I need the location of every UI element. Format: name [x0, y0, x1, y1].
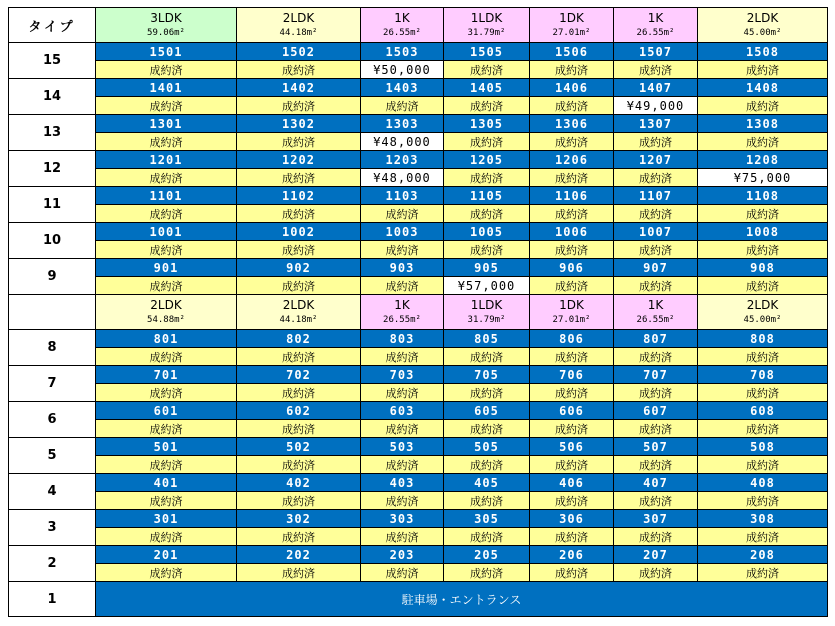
- unit-type-name: 2LDK: [150, 297, 182, 312]
- floor-room-row: [9, 115, 828, 133]
- room-status-sold: 成約済: [361, 528, 444, 546]
- room-status-sold: 成約済: [96, 169, 237, 187]
- room-status-sold: 成約済: [237, 61, 361, 79]
- room-status-sold: 成約済: [237, 456, 361, 474]
- room-number[interactable]: 508: [698, 438, 828, 456]
- room-price: ¥57,000: [444, 277, 530, 295]
- unit-type-name: 3LDK: [150, 10, 182, 25]
- floor-room-row: [9, 187, 828, 205]
- room-status-sold: 成約済: [96, 564, 237, 582]
- floor-label: 15: [9, 43, 96, 79]
- room-status-sold: 成約済: [444, 564, 530, 582]
- unit-type-name: 1LDK: [470, 297, 503, 312]
- room-status-sold: 成約済: [530, 492, 614, 510]
- floor-room-row: [9, 474, 828, 492]
- room-status-sold: 成約済: [96, 348, 237, 366]
- room-status-sold: 成約済: [530, 241, 614, 259]
- type-header-row: [9, 295, 828, 330]
- floor-label: 11: [9, 187, 96, 223]
- room-number[interactable]: 1303: [361, 115, 444, 133]
- room-number[interactable]: 1108: [698, 187, 828, 205]
- floor-label: 6: [9, 402, 96, 438]
- room-number[interactable]: 1501: [96, 43, 237, 61]
- room-number[interactable]: 402: [237, 474, 361, 492]
- room-status-sold: 成約済: [361, 348, 444, 366]
- room-status-sold: 成約済: [530, 205, 614, 223]
- room-status-sold: 成約済: [237, 528, 361, 546]
- room-status-sold: 成約済: [237, 169, 361, 187]
- unit-type-cell: [698, 295, 828, 330]
- room-status-sold: 成約済: [237, 348, 361, 366]
- parking-entrance-cell: 駐車場・エントランス: [96, 582, 828, 617]
- room-price: ¥50,000: [361, 61, 444, 79]
- room-number[interactable]: 707: [614, 366, 698, 384]
- floor-label: 9: [9, 259, 96, 295]
- unit-type-name: 1LDK: [470, 10, 503, 25]
- room-status-sold: 成約済: [96, 61, 237, 79]
- unit-type-area: 27.01m²: [552, 27, 591, 38]
- type-header-row: [9, 8, 828, 43]
- type-header-label: タイプ: [9, 8, 96, 43]
- room-status-sold: 成約済: [96, 205, 237, 223]
- unit-type-name: 1K: [647, 297, 664, 312]
- room-status-sold: 成約済: [96, 133, 237, 151]
- floor-status-row: [9, 61, 828, 79]
- unit-type-name: 1K: [647, 10, 664, 25]
- unit-type-name: 2LDK: [746, 297, 779, 312]
- room-status-sold: 成約済: [530, 384, 614, 402]
- unit-type-area: 59.06m²: [147, 27, 185, 38]
- room-number[interactable]: 803: [361, 330, 444, 348]
- room-number[interactable]: 305: [444, 510, 530, 528]
- room-number[interactable]: 708: [698, 366, 828, 384]
- room-number[interactable]: 603: [361, 402, 444, 420]
- room-status-sold: 成約済: [698, 97, 828, 115]
- unit-type-name: 1DK: [559, 297, 584, 312]
- room-status-sold: 成約済: [444, 169, 530, 187]
- room-status-sold: 成約済: [530, 61, 614, 79]
- room-status-sold: 成約済: [361, 456, 444, 474]
- room-number[interactable]: 908: [698, 259, 828, 277]
- room-number[interactable]: 1407: [614, 79, 698, 97]
- floor-room-row: [9, 438, 828, 456]
- room-status-sold: 成約済: [96, 492, 237, 510]
- room-number[interactable]: 807: [614, 330, 698, 348]
- room-number[interactable]: 1207: [614, 151, 698, 169]
- room-number[interactable]: 507: [614, 438, 698, 456]
- room-status-sold: 成約済: [361, 241, 444, 259]
- room-status-sold: 成約済: [237, 420, 361, 438]
- room-status-sold: 成約済: [444, 528, 530, 546]
- floor-label: 5: [9, 438, 96, 474]
- room-number[interactable]: 1408: [698, 79, 828, 97]
- room-number[interactable]: 1003: [361, 223, 444, 241]
- unit-type-cell: [96, 8, 237, 43]
- room-status-sold: 成約済: [530, 420, 614, 438]
- type-header-blank: [9, 295, 96, 330]
- room-status-sold: 成約済: [614, 384, 698, 402]
- floor-label: 14: [9, 79, 96, 115]
- floor-status-row: [9, 205, 828, 223]
- room-number[interactable]: 506: [530, 438, 614, 456]
- unit-type-cell: [361, 8, 444, 43]
- room-status-sold: 成約済: [698, 241, 828, 259]
- room-status-sold: 成約済: [614, 241, 698, 259]
- room-status-sold: 成約済: [96, 384, 237, 402]
- room-status-sold: 成約済: [530, 169, 614, 187]
- floor-label: 4: [9, 474, 96, 510]
- floor-status-row: [9, 492, 828, 510]
- room-number[interactable]: 407: [614, 474, 698, 492]
- unit-type-cell: [614, 295, 698, 330]
- room-number[interactable]: 1202: [237, 151, 361, 169]
- room-status-sold: 成約済: [96, 277, 237, 295]
- room-price: ¥49,000: [614, 97, 698, 115]
- unit-type-area: 26.55m²: [383, 27, 421, 38]
- room-number[interactable]: 607: [614, 402, 698, 420]
- room-number[interactable]: 1402: [237, 79, 361, 97]
- room-status-sold: 成約済: [698, 492, 828, 510]
- room-number[interactable]: 701: [96, 366, 237, 384]
- room-number[interactable]: 801: [96, 330, 237, 348]
- unit-type-cell: [96, 295, 237, 330]
- room-number[interactable]: 1508: [698, 43, 828, 61]
- room-number[interactable]: 1405: [444, 79, 530, 97]
- room-number[interactable]: 1206: [530, 151, 614, 169]
- room-number[interactable]: 705: [444, 366, 530, 384]
- unit-type-area: 26.55m²: [383, 314, 421, 325]
- room-status-sold: 成約済: [444, 420, 530, 438]
- unit-type-name: 1K: [394, 297, 410, 312]
- room-status-sold: 成約済: [698, 133, 828, 151]
- room-number[interactable]: 1403: [361, 79, 444, 97]
- room-status-sold: 成約済: [614, 277, 698, 295]
- room-number[interactable]: 1008: [698, 223, 828, 241]
- room-status-sold: 成約済: [698, 528, 828, 546]
- unit-type-area: 26.55m²: [636, 27, 675, 38]
- floor-room-row: [9, 330, 828, 348]
- room-number[interactable]: 1305: [444, 115, 530, 133]
- room-status-sold: 成約済: [237, 97, 361, 115]
- room-number[interactable]: 1302: [237, 115, 361, 133]
- floor-room-row: [9, 151, 828, 169]
- room-number[interactable]: 501: [96, 438, 237, 456]
- room-status-sold: 成約済: [237, 492, 361, 510]
- room-status-sold: 成約済: [237, 564, 361, 582]
- unit-type-cell: [530, 8, 614, 43]
- room-number[interactable]: 307: [614, 510, 698, 528]
- room-number[interactable]: 202: [237, 546, 361, 564]
- room-number[interactable]: 602: [237, 402, 361, 420]
- room-number[interactable]: 303: [361, 510, 444, 528]
- room-status-sold: 成約済: [530, 133, 614, 151]
- room-number[interactable]: 208: [698, 546, 828, 564]
- unit-type-area: 27.01m²: [552, 314, 591, 325]
- room-status-sold: 成約済: [698, 420, 828, 438]
- room-number[interactable]: 203: [361, 546, 444, 564]
- room-number[interactable]: 403: [361, 474, 444, 492]
- room-status-sold: 成約済: [361, 384, 444, 402]
- floor-room-row: [9, 43, 828, 61]
- floor-label: 2: [9, 546, 96, 582]
- room-number[interactable]: 207: [614, 546, 698, 564]
- floor-label: 1: [9, 582, 96, 617]
- room-status-sold: 成約済: [96, 456, 237, 474]
- room-number[interactable]: 1103: [361, 187, 444, 205]
- room-status-sold: 成約済: [237, 241, 361, 259]
- room-status-sold: 成約済: [530, 564, 614, 582]
- ground-floor-row: [9, 582, 828, 617]
- room-number[interactable]: 1105: [444, 187, 530, 205]
- room-number[interactable]: 1005: [444, 223, 530, 241]
- room-status-sold: 成約済: [361, 277, 444, 295]
- room-status-sold: 成約済: [614, 528, 698, 546]
- room-status-sold: 成約済: [237, 277, 361, 295]
- unit-type-area: 31.79m²: [467, 27, 506, 38]
- room-status-sold: 成約済: [614, 169, 698, 187]
- room-number[interactable]: 401: [96, 474, 237, 492]
- floor-status-row: [9, 277, 828, 295]
- floor-label: 3: [9, 510, 96, 546]
- room-status-sold: 成約済: [444, 133, 530, 151]
- room-status-sold: 成約済: [444, 492, 530, 510]
- room-number[interactable]: 302: [237, 510, 361, 528]
- room-number[interactable]: 902: [237, 259, 361, 277]
- room-number[interactable]: 1505: [444, 43, 530, 61]
- room-status-sold: 成約済: [237, 384, 361, 402]
- room-number[interactable]: 201: [96, 546, 237, 564]
- unit-type-cell: [237, 8, 361, 43]
- room-status-sold: 成約済: [698, 348, 828, 366]
- floor-room-row: [9, 510, 828, 528]
- room-status-sold: 成約済: [614, 348, 698, 366]
- room-status-sold: 成約済: [530, 277, 614, 295]
- room-number[interactable]: 601: [96, 402, 237, 420]
- room-status-sold: 成約済: [614, 456, 698, 474]
- room-number[interactable]: 503: [361, 438, 444, 456]
- room-number[interactable]: 901: [96, 259, 237, 277]
- room-status-sold: 成約済: [237, 205, 361, 223]
- room-number[interactable]: 1503: [361, 43, 444, 61]
- room-status-sold: 成約済: [614, 61, 698, 79]
- room-number[interactable]: 606: [530, 402, 614, 420]
- room-status-sold: 成約済: [361, 420, 444, 438]
- floor-label: 13: [9, 115, 96, 151]
- floor-status-row: [9, 133, 828, 151]
- unit-type-area: 45.00m²: [743, 27, 782, 38]
- room-status-sold: 成約済: [361, 205, 444, 223]
- unit-type-area: 31.79m²: [467, 314, 506, 325]
- room-number[interactable]: 1101: [96, 187, 237, 205]
- room-number[interactable]: 903: [361, 259, 444, 277]
- room-number[interactable]: 905: [444, 259, 530, 277]
- floor-status-row: [9, 528, 828, 546]
- room-number[interactable]: 301: [96, 510, 237, 528]
- unit-type-area: 44.18m²: [279, 27, 318, 38]
- room-number[interactable]: 808: [698, 330, 828, 348]
- unit-type-cell: [237, 295, 361, 330]
- room-number[interactable]: 608: [698, 402, 828, 420]
- room-number[interactable]: 806: [530, 330, 614, 348]
- room-status-sold: 成約済: [698, 456, 828, 474]
- room-number[interactable]: 1106: [530, 187, 614, 205]
- floor-status-row: [9, 384, 828, 402]
- room-number[interactable]: 907: [614, 259, 698, 277]
- room-number[interactable]: 1203: [361, 151, 444, 169]
- room-status-sold: 成約済: [361, 492, 444, 510]
- room-status-sold: 成約済: [530, 348, 614, 366]
- room-number[interactable]: 906: [530, 259, 614, 277]
- room-price: ¥48,000: [361, 133, 444, 151]
- room-number[interactable]: 706: [530, 366, 614, 384]
- floor-room-row: [9, 223, 828, 241]
- room-status-sold: 成約済: [698, 384, 828, 402]
- room-status-sold: 成約済: [530, 528, 614, 546]
- room-status-sold: 成約済: [444, 205, 530, 223]
- floor-label: 12: [9, 151, 96, 187]
- floor-label: 10: [9, 223, 96, 259]
- room-number[interactable]: 1401: [96, 79, 237, 97]
- room-number[interactable]: 408: [698, 474, 828, 492]
- room-number[interactable]: 1502: [237, 43, 361, 61]
- unit-type-cell: [614, 8, 698, 43]
- room-number[interactable]: 502: [237, 438, 361, 456]
- room-status-sold: 成約済: [530, 97, 614, 115]
- floor-room-row: [9, 366, 828, 384]
- room-status-sold: 成約済: [614, 205, 698, 223]
- room-number[interactable]: 206: [530, 546, 614, 564]
- room-number[interactable]: 1201: [96, 151, 237, 169]
- room-status-sold: 成約済: [361, 97, 444, 115]
- floor-room-row: [9, 259, 828, 277]
- room-status-sold: 成約済: [361, 564, 444, 582]
- room-number[interactable]: 306: [530, 510, 614, 528]
- unit-type-name: 2LDK: [746, 10, 779, 25]
- room-status-sold: 成約済: [444, 61, 530, 79]
- floor-room-row: [9, 79, 828, 97]
- room-number[interactable]: 1306: [530, 115, 614, 133]
- room-number[interactable]: 1301: [96, 115, 237, 133]
- room-number[interactable]: 605: [444, 402, 530, 420]
- unit-type-area: 45.00m²: [743, 314, 782, 325]
- unit-type-cell: [698, 8, 828, 43]
- room-number[interactable]: 1308: [698, 115, 828, 133]
- room-number[interactable]: 1208: [698, 151, 828, 169]
- unit-type-area: 44.18m²: [279, 314, 318, 325]
- floor-status-row: [9, 97, 828, 115]
- room-number[interactable]: 308: [698, 510, 828, 528]
- room-number[interactable]: 703: [361, 366, 444, 384]
- floor-status-row: [9, 169, 828, 187]
- room-status-sold: 成約済: [444, 97, 530, 115]
- room-number[interactable]: 702: [237, 366, 361, 384]
- room-price: ¥75,000: [698, 169, 828, 187]
- room-status-sold: 成約済: [237, 133, 361, 151]
- room-price: ¥48,000: [361, 169, 444, 187]
- floor-status-row: [9, 456, 828, 474]
- room-number[interactable]: 405: [444, 474, 530, 492]
- room-status-sold: 成約済: [698, 564, 828, 582]
- room-number[interactable]: 1107: [614, 187, 698, 205]
- room-number[interactable]: 1102: [237, 187, 361, 205]
- unit-type-cell: [444, 295, 530, 330]
- room-number[interactable]: 1007: [614, 223, 698, 241]
- unit-type-name: 1K: [394, 10, 410, 25]
- floor-label: 7: [9, 366, 96, 402]
- room-status-sold: 成約済: [444, 384, 530, 402]
- room-status-sold: 成約済: [444, 348, 530, 366]
- floor-room-row: [9, 402, 828, 420]
- room-status-sold: 成約済: [444, 241, 530, 259]
- floor-status-row: [9, 348, 828, 366]
- unit-type-name: 2LDK: [282, 297, 315, 312]
- room-number[interactable]: 805: [444, 330, 530, 348]
- room-number[interactable]: 406: [530, 474, 614, 492]
- floor-status-row: [9, 564, 828, 582]
- room-status-sold: 成約済: [614, 564, 698, 582]
- room-number[interactable]: 1205: [444, 151, 530, 169]
- room-status-sold: 成約済: [96, 241, 237, 259]
- unit-type-cell: [444, 8, 530, 43]
- room-number[interactable]: 1006: [530, 223, 614, 241]
- room-status-sold: 成約済: [614, 492, 698, 510]
- room-number[interactable]: 1406: [530, 79, 614, 97]
- room-number[interactable]: 1307: [614, 115, 698, 133]
- room-status-sold: 成約済: [96, 97, 237, 115]
- room-number[interactable]: 1507: [614, 43, 698, 61]
- floor-status-row: [9, 241, 828, 259]
- floor-room-row: [9, 546, 828, 564]
- room-number[interactable]: 505: [444, 438, 530, 456]
- floor-status-row: [9, 420, 828, 438]
- room-number[interactable]: 802: [237, 330, 361, 348]
- unit-type-area: 26.55m²: [636, 314, 675, 325]
- room-availability-table: [8, 7, 828, 617]
- unit-type-cell: [530, 295, 614, 330]
- unit-type-area: 54.88m²: [147, 314, 185, 325]
- floor-label: 8: [9, 330, 96, 366]
- room-number[interactable]: 205: [444, 546, 530, 564]
- room-status-sold: 成約済: [698, 205, 828, 223]
- room-number[interactable]: 1506: [530, 43, 614, 61]
- room-status-sold: 成約済: [530, 456, 614, 474]
- room-number[interactable]: 1002: [237, 223, 361, 241]
- room-status-sold: 成約済: [698, 277, 828, 295]
- unit-type-cell: [361, 295, 444, 330]
- unit-type-name: 1DK: [559, 10, 584, 25]
- room-status-sold: 成約済: [698, 61, 828, 79]
- unit-type-name: 2LDK: [282, 10, 315, 25]
- room-status-sold: 成約済: [96, 528, 237, 546]
- room-status-sold: 成約済: [444, 456, 530, 474]
- room-status-sold: 成約済: [614, 420, 698, 438]
- room-status-sold: 成約済: [614, 133, 698, 151]
- room-number[interactable]: 1001: [96, 223, 237, 241]
- room-status-sold: 成約済: [96, 420, 237, 438]
